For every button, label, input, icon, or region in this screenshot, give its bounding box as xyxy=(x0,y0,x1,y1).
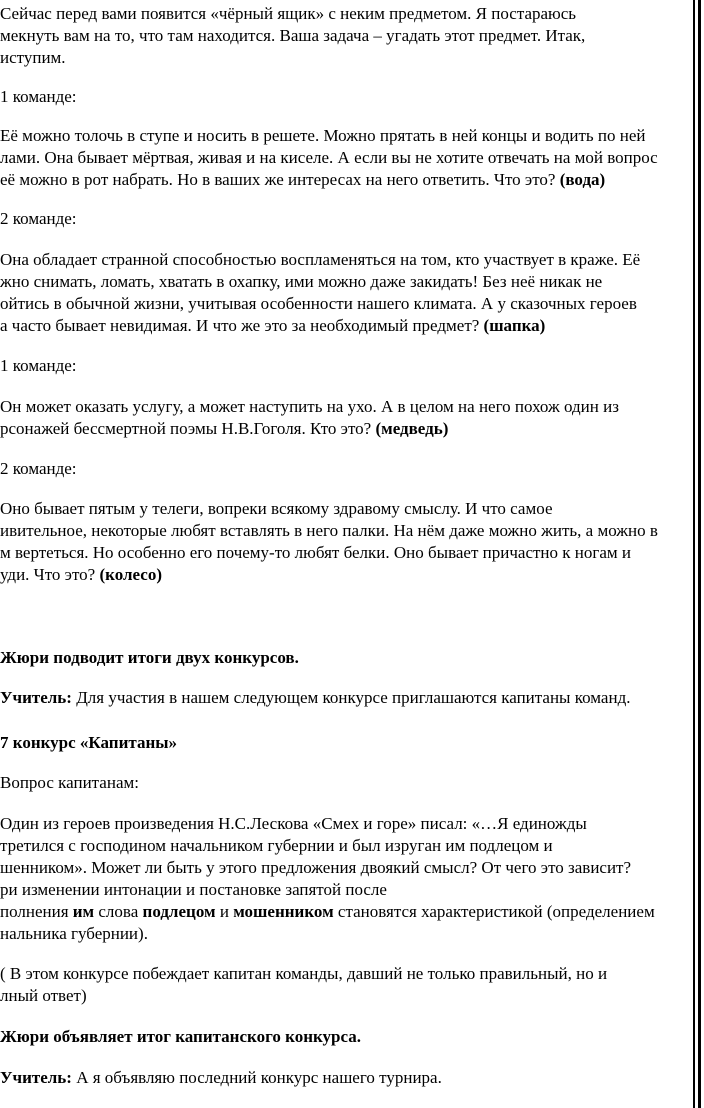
bold-word: им xyxy=(72,902,95,921)
bold-word: мошенником xyxy=(233,902,334,921)
speaker-label: Учитель: xyxy=(0,1068,72,1087)
question-2-line-1: Она обладает странной способностью воспламеняться на том, кто участвует в краже. Её xyxy=(0,250,641,269)
question-2-line-3: ойтись в обычной жизни, учитывая особенности нашего климата. А у сказочных героев xyxy=(0,294,637,313)
captain-question-line-6: нальника губернии). xyxy=(0,924,148,943)
team-heading: 1 команде: xyxy=(0,87,77,106)
question-1-line-2: лами. Она бывает мёртвая, живая и на киселе. А если вы не хотите отвечать на мой вопрос xyxy=(0,148,658,167)
question-4-line-4 xyxy=(0,565,162,585)
note-line-1: ( В этом конкурсе побеждает капитан команды, давший не только правильный, но и xyxy=(0,964,608,983)
question-1-line-3 xyxy=(0,170,605,190)
answer-text: (медведь) xyxy=(375,419,449,438)
teacher-line xyxy=(0,688,630,708)
speaker-label: Учитель: xyxy=(0,688,72,707)
captain-question-line-1: Один из героев произведения Н.С.Лескова «Смех и горе» писал: «…Я единожды xyxy=(0,814,587,833)
text-span: слова xyxy=(94,902,143,921)
jury-note xyxy=(0,1027,361,1047)
question-3-line-2 xyxy=(0,419,448,439)
intro-line-1: Сейчас перед вами появится «чёрный ящик» с неким предметом. Я постараюсь xyxy=(0,4,577,23)
contest-title-text: 7 конкурс «Капитаны» xyxy=(0,733,178,752)
captain-question-heading: Вопрос капитанам: xyxy=(0,773,139,792)
question-text: её можно в рот набрать. Но в ваших же интересах на него ответить. Что это? xyxy=(0,170,556,189)
speaker-text: А я объявляю последний конкурс нашего турнира. xyxy=(71,1068,442,1087)
question-2-line-4 xyxy=(0,316,545,336)
bold-word: подлецом xyxy=(142,902,216,921)
captain-question-line-5 xyxy=(0,902,655,922)
speaker-text: Для участия в нашем следующем конкурсе приглашаются капитаны команд. xyxy=(71,688,631,707)
question-1-line-1: Её можно толочь в ступе и носить в решете. Можно прятать в ней концы и водить по ней xyxy=(0,126,646,145)
question-text: рсонажей бессмертной поэмы Н.В.Гоголя. Кто это? xyxy=(0,419,372,438)
contest-title xyxy=(0,733,177,753)
question-4-line-1: Оно бывает пятым у телеги, вопреки всякому здравому смыслу. И что самое xyxy=(0,499,553,518)
question-text: а часто бывает невидимая. И что же это за необходимый предмет? xyxy=(0,316,480,335)
page-border-line xyxy=(693,0,695,1108)
text-span: полнения xyxy=(0,902,73,921)
jury-note xyxy=(0,648,299,668)
jury-text: Жюри подводит итоги двух конкурсов. xyxy=(0,648,299,667)
answer-text: (шапка) xyxy=(483,316,546,335)
team-heading: 1 команде: xyxy=(0,356,77,375)
text-span: и xyxy=(215,902,234,921)
jury-text: Жюри объявляет итог капитанского конкурса. xyxy=(0,1027,362,1046)
answer-text: (колесо) xyxy=(99,565,162,584)
text-span: становятся характеристикой (определением xyxy=(333,902,655,921)
question-4-line-3: м вертеться. Но особенно его почему-то любят белки. Оно бывает причастно к ногам и xyxy=(0,543,631,562)
captain-question-line-2: третился с господином начальником губернии и был изруган им подлецом и xyxy=(0,836,553,855)
note-line-2: лный ответ) xyxy=(0,986,87,1005)
answer-text: (вода) xyxy=(559,170,606,189)
captain-question-line-4: ри изменении интонации и постановке запятой после xyxy=(0,880,387,899)
question-text: уди. Что это? xyxy=(0,565,96,584)
page-border-line xyxy=(698,0,701,1108)
team-heading: 2 команде: xyxy=(0,459,77,478)
question-4-line-2: ивительное, некоторые любят вставлять в него палки. На нём даже можно жить, а можно в xyxy=(0,521,658,540)
team-heading: 2 команде: xyxy=(0,209,77,228)
question-3-line-1: Он может оказать услугу, а может наступить на ухо. А в целом на него похож один из xyxy=(0,397,619,416)
teacher-line xyxy=(0,1068,442,1088)
intro-line-3: иступим. xyxy=(0,48,66,67)
intro-line-2: мекнуть вам на то, что там находится. Ваша задача – угадать этот предмет. Итак, xyxy=(0,26,586,45)
captain-question-line-3: шенником». Может ли быть у этого предложения двоякий смысл? От чего это зависит? xyxy=(0,858,632,877)
question-2-line-2: жно снимать, ломать, хватать в охапку, ими можно даже закидать! Без неё никак не xyxy=(0,272,603,291)
